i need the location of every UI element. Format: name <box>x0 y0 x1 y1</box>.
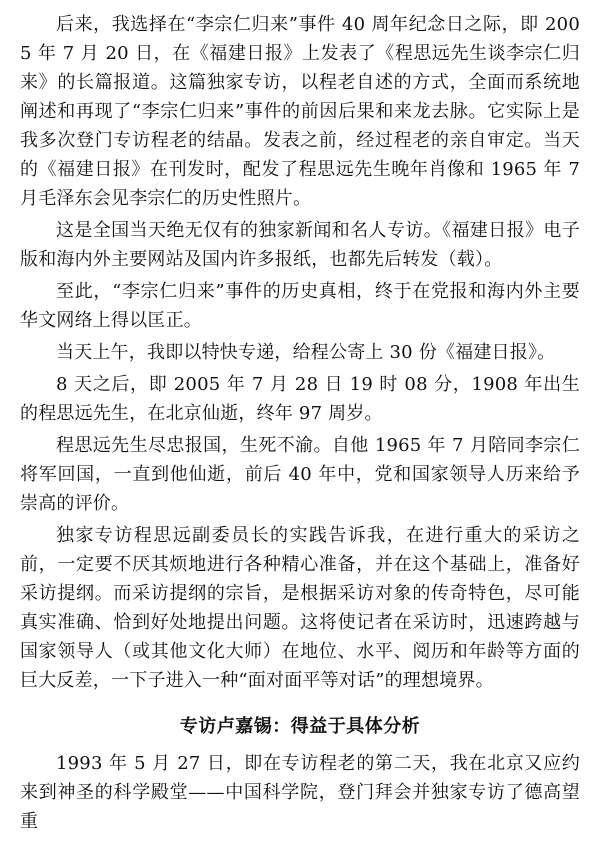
paragraph-5: 8 天之后，即 2005 年 7 月 28 日 19 时 08 分，1908 年出生的程思远先生，在北京仙逝，终年 97 周岁。 <box>20 374 580 424</box>
paragraph-2: 这是全国当天绝无仅有的独家新闻和名人专访。《福建日报》电子版和海内外主要网站及国内许多报纸，也都先后转发（载）。 <box>20 220 580 270</box>
paragraph-3: 至此，“李宗仁归来”事件的历史真相，终于在党报和海内外主要华文网络上得以匡正。 <box>20 281 580 331</box>
paragraph-6: 程思远先生尽忠报国，生死不渝。自他 1965 年 7 月陪同李宗仁将军回国，一直到他仙逝，前后 40 年中，党和国家领导人历来给予崇高的评价。 <box>20 435 580 514</box>
paragraph-1: 后来，我选择在“李宗仁归来”事件 40 周年纪念日之际，即 2005 年 7 月 20 日，在《福建日报》上发表了《程思远先生谈李宗仁归来》的长篇报道。这篇独家专访，以程老自述的方式，全面而系统地阐述和再现了“李宗仁归来”事件的前因后果和来龙去脉。它实际上是我多次登门专访程老的结晶。发表之前，经过程老的亲自审定。当天的《福建日报》在刊发时，配发了程思远先生晚年肖像和 1965 年 7 月毛泽东会见李宗仁的历史性照片。 <box>20 14 580 209</box>
paragraph-8: 1993 年 5 月 27 日，即在专访程老的第二天，我在北京又应约来到神圣的科学殿堂——中国科学院，登门拜会并独家专访了德高望重 <box>20 753 580 832</box>
document-page <box>20 10 580 833</box>
paragraph-7: 独家专访程思远副委员长的实践告诉我，在进行重大的采访之前，一定要不厌其烦地进行各种精心准备，并在这个基础上，准备好采访提纲。而采访提纲的宗旨，是根据采访对象的传奇特色，尽可能真实准确、恰到好处地提出问题。这将使记者在采访时，迅速跨越与国家领导人（或其他文化大师）在地位、水平、阅历和年龄等方面的巨大反差，一下子进入一种“面对面平等对话”的理想境界。 <box>20 525 580 691</box>
section-heading: 专访卢嘉锡：得益于具体分析 <box>179 716 421 737</box>
paragraph-4: 当天上午，我即以特快专递，给程公寄上 30 份《福建日报》。 <box>56 342 556 363</box>
